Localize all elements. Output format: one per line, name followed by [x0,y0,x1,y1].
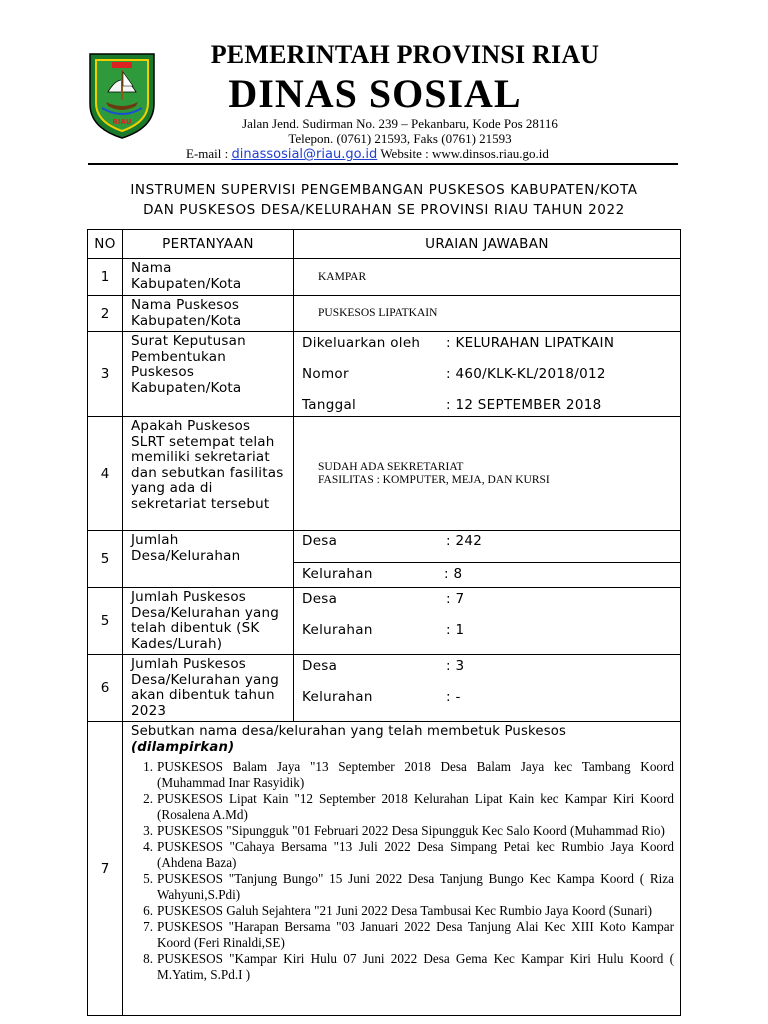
document-title-line-1: INSTRUMEN SUPERVISI PENGEMBANGAN PUSKESOS KABUPATEN/KOTA [130,182,638,198]
table-row [88,332,681,417]
row-number: 2 [88,296,123,332]
row-number: 6 [88,655,123,722]
field-desa: Desa : 7 [302,591,465,607]
row-question: Nama Kabupaten/Kota [123,259,294,296]
header-no: NO [88,230,123,259]
list-item: 2. PUSKESOS Lipat Kain "12 September 2018 Kelurahan Lipat Kain kec Kampar Kiri Koord (Rosalena A.Md) [143,791,674,822]
field-desa: Desa : 242 [294,531,680,563]
row-number: 5 [88,531,123,588]
table-row [88,531,681,588]
table-row [88,417,681,531]
header-question: PERTANYAAN [123,230,294,259]
row-answer [294,588,681,655]
department-name: DINAS SOSIAL [228,71,522,116]
row-answer: KAMPAR [294,259,681,296]
list-question: Sebutkan nama desa/kelurahan yang telah membetuk Puskesos [131,724,567,739]
list-item: 5. PUSKESOS "Tanjung Bungo" 15 Juni 2022 Desa Tanjung Bungo Kec Kampa Koord ( Riza Wahyuni,S.Pdi) [143,871,674,902]
row-answer [294,332,681,417]
table-row [88,259,681,296]
row-number: 1 [88,259,123,296]
field-kelurahan: Kelurahan : - [302,689,461,705]
list-item: 4. PUSKESOS "Cahaya Bersama "13 Juli 2022 Desa Simpang Petai kec Rumbio Jaya Koord (Ahdena Baza) [143,839,674,870]
row-question-list [123,722,681,1016]
letterhead-divider [88,163,678,165]
row-number: 5 [88,588,123,655]
field-issued-by: Dikeluarkan oleh : KELURAHAN LIPATKAIN [302,335,615,351]
row-answer: SUDAH ADA SEKRETARIAT FASILITAS : KOMPUTER, MEJA, DAN KURSI [294,417,681,531]
email-link[interactable]: dinassosial@riau.go.id [231,147,378,162]
list-item: 1. PUSKESOS Balam Jaya "13 September 2018 Desa Balam Jaya kec Tambang Koord (Muhammad Inar Rasyidik) [143,759,674,790]
row-question: Surat Keputusan Pembentukan Puskesos Kabupaten/Kota [123,332,294,417]
government-name: PEMERINTAH PROVINSI RIAU [210,40,600,69]
document-title-line-2: DAN PUSKESOS DESA/KELURAHAN SE PROVINSI RIAU TAHUN 2022 [143,202,625,218]
field-desa: Desa : 3 [302,658,465,674]
row-number: 3 [88,332,123,417]
email-label: E-mail : [186,146,232,161]
list-item: 7. PUSKESOS "Harapan Bersama "03 Januari 2022 Desa Tanjung Alai Kec XIII Koto Kampar Koord (Feri Rinaldi,SE) [143,919,674,950]
office-address: Jalan Jend. Sudirman No. 239 – Pekanbaru, Kode Pos 28116 [242,116,558,131]
table-row [88,655,681,722]
table-row [88,296,681,332]
row-question: Apakah Puskesos SLRT setempat telah memiliki sekretariat dan sebutkan fasilitas yang ada di sekretariat tersebut [123,417,294,531]
table-header-row [88,230,681,259]
table-row [88,588,681,655]
office-phone: Telepon. (0761) 21593, Faks (0761) 21593 [288,131,512,146]
field-kelurahan: Kelurahan : 8 [302,566,463,582]
field-number: Nomor : 460/KLK-KL/2018/012 [302,366,606,382]
field-kelurahan: Kelurahan : 1 [302,622,465,638]
row-question: Jumlah Puskesos Desa/Kelurahan yang akan dibentuk tahun 2023 [123,655,294,722]
supervision-table [87,229,681,1016]
row-question: Jumlah Desa/Kelurahan [123,531,294,588]
list-item: 8. PUSKESOS "Kampar Kiri Hulu 07 Juni 2022 Desa Gema Kec Kampar Kiri Hulu Koord ( M.Yatim, S.Pd.I ) [143,951,674,982]
row-answer [294,655,681,722]
row-number: 4 [88,417,123,531]
table-row [88,722,681,1016]
contact-line [186,146,549,162]
list-note: (dilampirkan) [131,739,235,755]
header-answer: URAIAN JAWABAN [294,230,681,259]
row-answer [294,531,681,588]
puskesos-list [123,759,680,983]
website-text: Website : www.dinsos.riau.go.id [377,146,549,161]
row-question: Jumlah Puskesos Desa/Kelurahan yang telah dibentuk (SK Kades/Lurah) [123,588,294,655]
logo-text: RIAU [112,118,132,126]
field-date: Tanggal : 12 SEPTEMBER 2018 [302,397,602,413]
list-item: 3. PUSKESOS "Sipungguk "01 Februari 2022 Desa Sipungguk Kec Salo Koord (Muhammad Rio) [143,823,665,838]
list-item: 6. PUSKESOS Galuh Sejahtera "21 Juni 2022 Desa Tambusai Kec Rumbio Jaya Koord (Sunari) [143,903,653,918]
row-number: 7 [88,722,123,1016]
riau-province-emblem [86,48,158,140]
row-question: Nama Puskesos Kabupaten/Kota [123,296,294,332]
row-answer: PUSKESOS LIPATKAIN [294,296,681,332]
